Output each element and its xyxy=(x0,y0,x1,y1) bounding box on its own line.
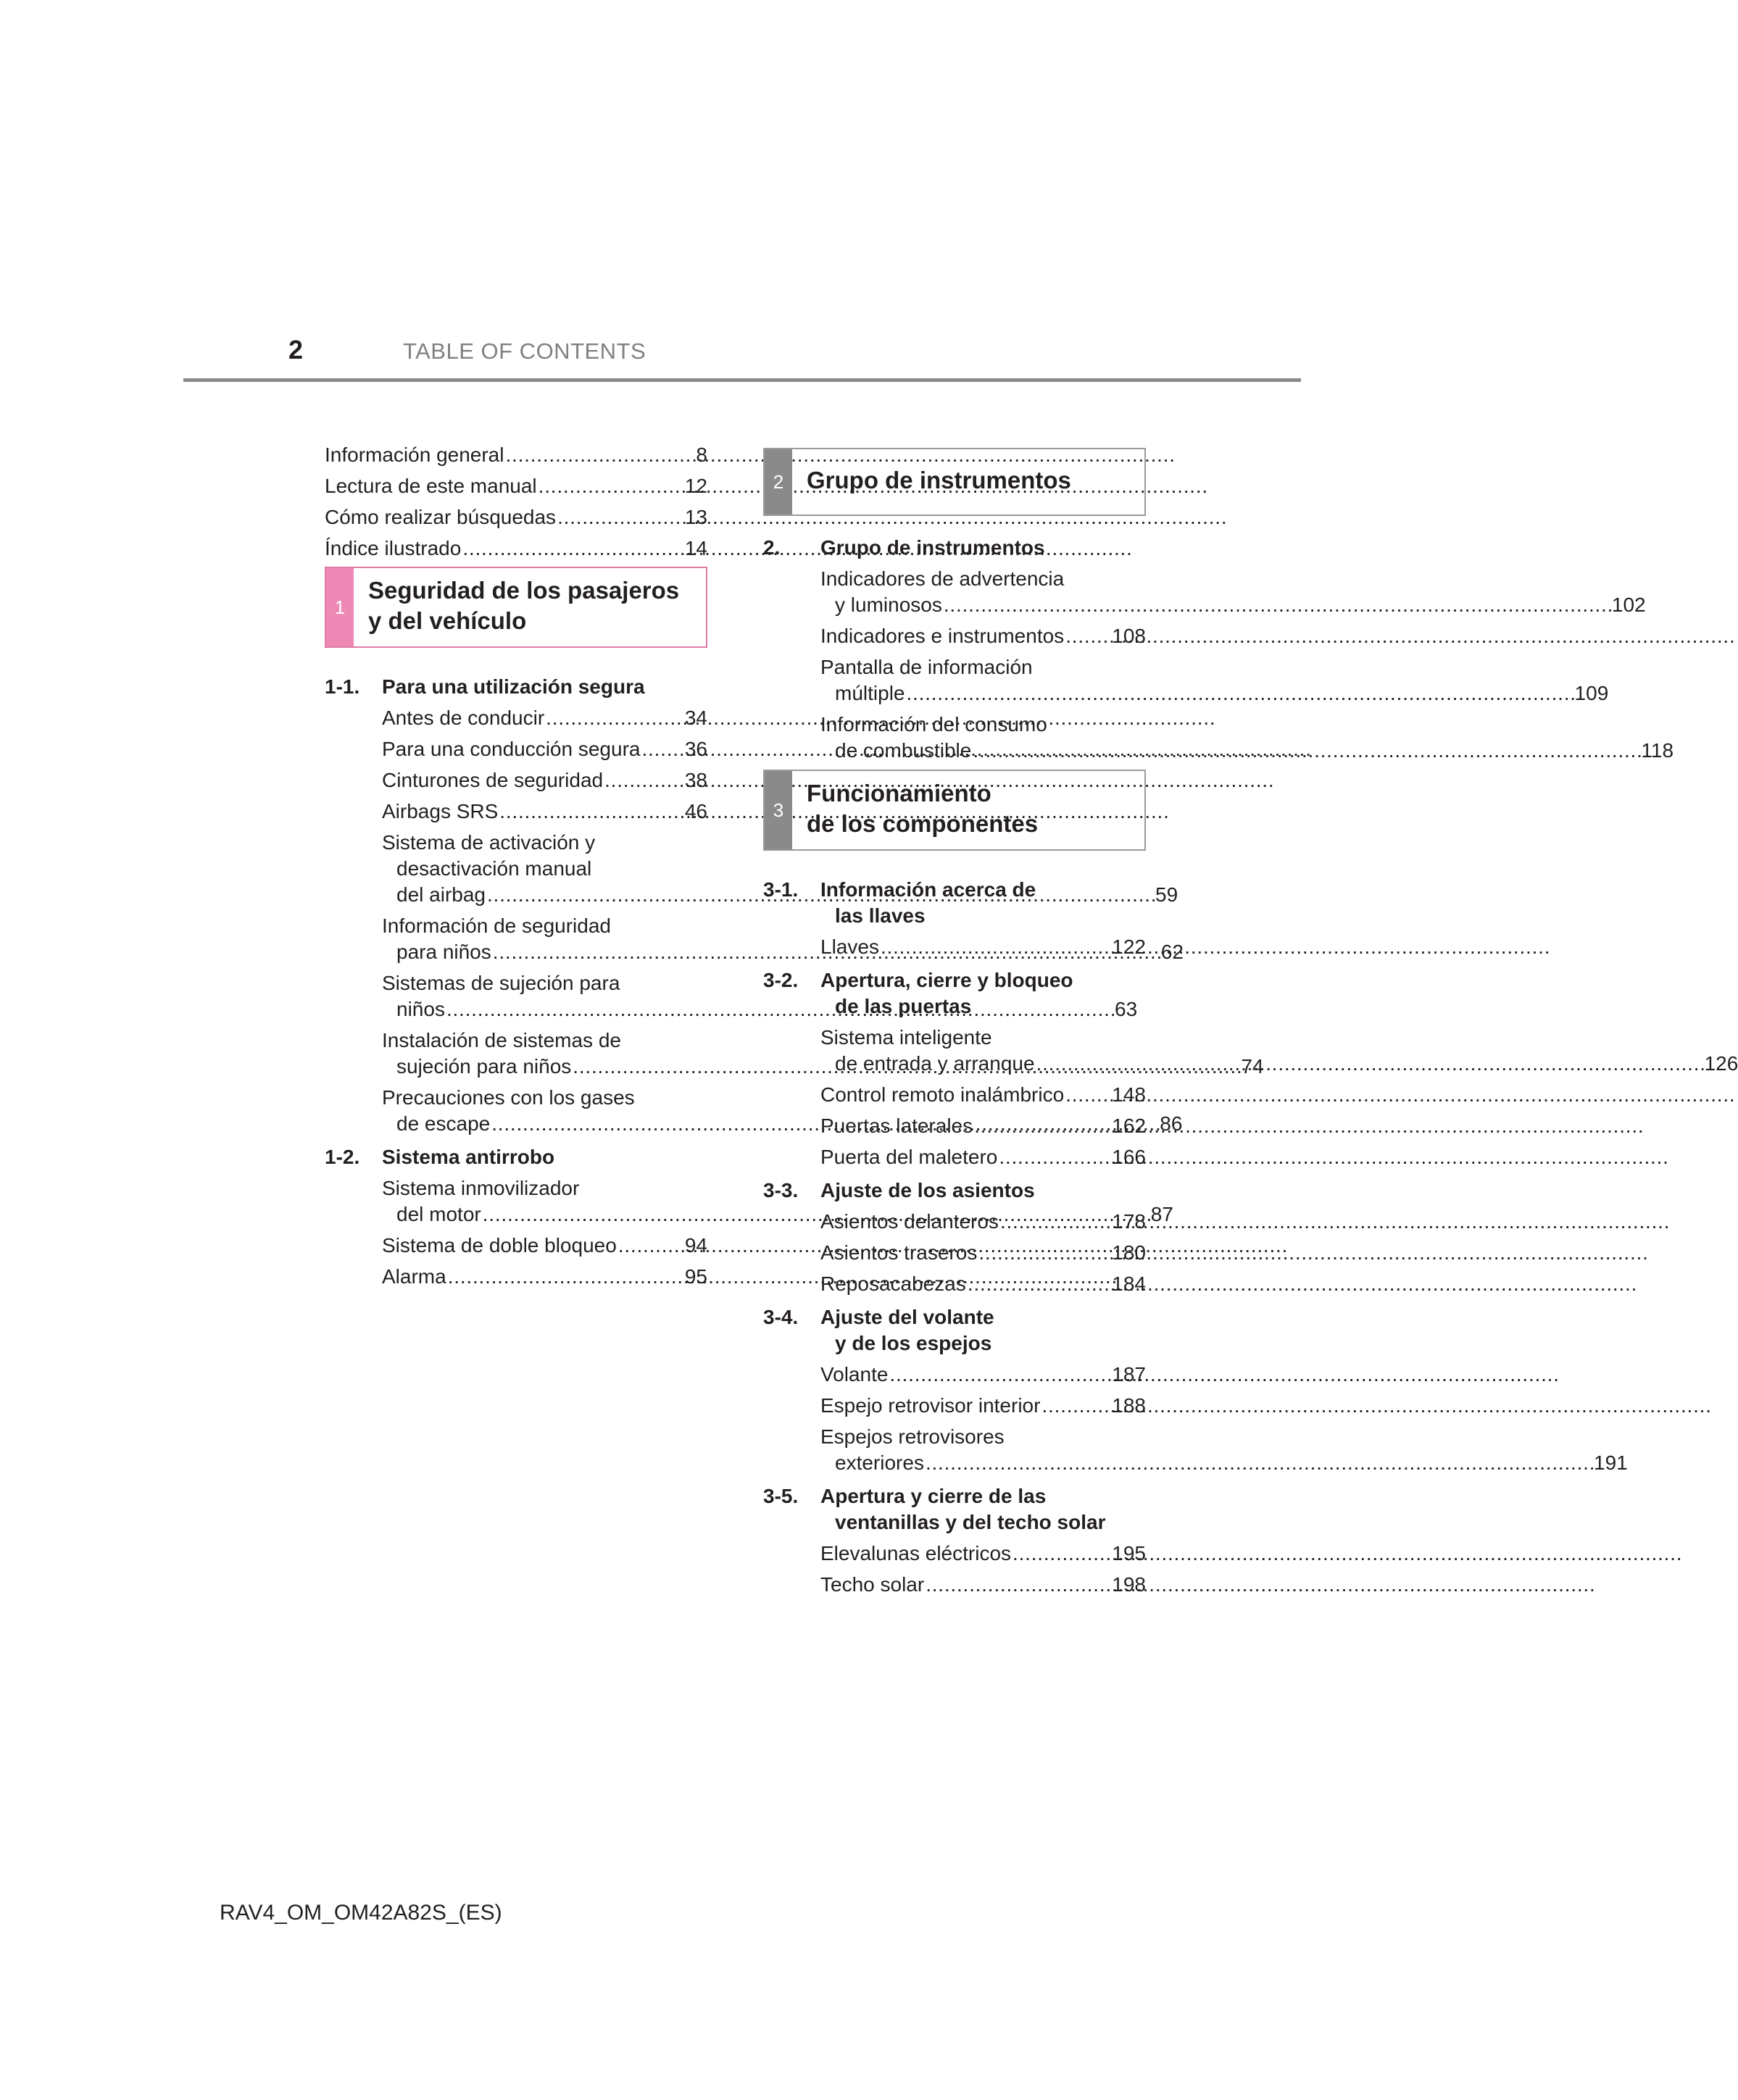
entry-line: Instalación de sistemas de xyxy=(382,1029,621,1051)
toc-entry[interactable] xyxy=(382,799,707,825)
section-number: 3-4. xyxy=(763,1306,799,1328)
page-number: 102 xyxy=(1611,593,1646,616)
toc-entry[interactable] xyxy=(820,1572,1146,1598)
toc-subitem[interactable] xyxy=(763,1572,1146,1598)
chapter-title-line: y del vehículo xyxy=(368,607,527,634)
toc-subitem[interactable] xyxy=(325,705,707,731)
section-number: 1-2. xyxy=(325,1146,360,1168)
toc-entry[interactable] xyxy=(820,1271,1146,1297)
toc-entry[interactable] xyxy=(820,934,1146,960)
toc-subitem[interactable] xyxy=(325,799,707,825)
entry-title: para niños xyxy=(396,941,491,963)
toc-entry[interactable] xyxy=(382,705,707,731)
page-number: 14 xyxy=(684,537,707,559)
page-number: 180 xyxy=(1112,1241,1146,1264)
header-title: TABLE OF CONTENTS xyxy=(403,338,646,364)
entry-title: Puerta del maletero xyxy=(820,1146,998,1168)
entry-title: Puertas laterales xyxy=(820,1114,973,1137)
toc-entry[interactable] xyxy=(382,1264,707,1290)
entry-line: Espejos retrovisores xyxy=(820,1425,1005,1448)
section-title: Para una utilización segura xyxy=(382,675,645,698)
page-number: 187 xyxy=(1112,1363,1146,1386)
page-number: 38 xyxy=(684,769,707,791)
section-title xyxy=(820,1178,1146,1204)
page-number: 108 xyxy=(1112,625,1146,647)
dot-leader xyxy=(539,473,683,499)
entry-title: Indicadores e instrumentos xyxy=(820,625,1065,647)
chapter-title xyxy=(792,449,1071,514)
entry-line: Información del consumo xyxy=(820,713,1047,736)
chapter-title-line: Grupo de instrumentos xyxy=(807,467,1071,493)
dot-leader xyxy=(944,593,1610,616)
page-number: 12 xyxy=(684,475,707,497)
page-number: 166 xyxy=(1112,1146,1146,1168)
page-number: 94 xyxy=(684,1234,707,1257)
dot-leader xyxy=(974,1113,1110,1139)
section-title xyxy=(820,967,1146,1020)
entry-title: Airbags SRS xyxy=(382,800,499,822)
entry-title: Información general xyxy=(325,443,504,466)
dot-leader xyxy=(968,1271,1110,1297)
dot-leader xyxy=(926,1572,1110,1598)
page-number: 36 xyxy=(684,738,707,760)
entry-line: Sistema inteligente xyxy=(820,1026,992,1049)
section-title-line: de las puertas xyxy=(835,995,972,1017)
page-number: 191 xyxy=(1594,1451,1628,1474)
section-heading[interactable] xyxy=(763,535,1146,561)
toc-entry[interactable] xyxy=(820,1113,1146,1139)
entry-title: niños xyxy=(396,998,445,1020)
section-title-line: Apertura, cierre y bloqueo xyxy=(820,969,1073,991)
toc-entry[interactable] xyxy=(325,442,707,468)
page-number: 198 xyxy=(1112,1573,1146,1596)
chapter-number-tab: 1 xyxy=(326,568,354,646)
dot-leader xyxy=(973,739,1639,762)
entry-title: exteriores xyxy=(835,1451,924,1474)
entry-title: Lectura de este manual xyxy=(325,475,537,497)
page-number: 184 xyxy=(1112,1272,1146,1295)
section-heading[interactable] xyxy=(763,877,1146,929)
page-number: 2 xyxy=(288,335,304,364)
section-heading[interactable] xyxy=(763,1178,1146,1204)
dot-leader xyxy=(1036,1052,1703,1075)
page-number: 148 xyxy=(1112,1083,1146,1106)
entry-line: Sistemas de sujeción para xyxy=(382,972,620,994)
toc-subitem[interactable] xyxy=(763,1240,1146,1266)
toc-subitem[interactable] xyxy=(325,1264,707,1290)
section-title xyxy=(820,1483,1146,1536)
section-title-line: las llaves xyxy=(835,904,926,927)
dot-leader xyxy=(1065,1082,1110,1108)
entry-line: Indicadores de advertencia xyxy=(820,567,1065,590)
section-number: 3-5. xyxy=(763,1485,799,1507)
dot-leader xyxy=(926,1451,1592,1474)
entry-title: Para una conducción segura xyxy=(382,738,641,760)
entry-title: Control remoto inalámbrico xyxy=(820,1083,1065,1106)
toc-subitem[interactable] xyxy=(763,566,1646,618)
toc-entry[interactable] xyxy=(382,1233,707,1259)
entry-line: Precauciones con los gases xyxy=(382,1086,635,1109)
section-heading[interactable] xyxy=(763,1483,1146,1536)
toc-entry[interactable] xyxy=(820,1240,1146,1266)
page-number: 62 xyxy=(1160,941,1184,963)
chapter-1-box[interactable] xyxy=(325,567,707,648)
page-number: 178 xyxy=(1112,1210,1146,1233)
dot-leader xyxy=(462,536,683,562)
entry-title: Alarma xyxy=(382,1265,446,1288)
entry-line: Sistema inmovilizador xyxy=(382,1177,580,1199)
page-number: 87 xyxy=(1150,1203,1173,1225)
page-number: 86 xyxy=(1160,1112,1183,1135)
dot-leader xyxy=(499,799,683,825)
toc-subitem[interactable] xyxy=(763,934,1146,960)
entry-title: Techo solar xyxy=(820,1573,925,1596)
header-rule xyxy=(183,378,1301,382)
section-title xyxy=(820,877,1146,929)
section-title-line: Apertura y cierre de las xyxy=(820,1485,1047,1507)
dot-leader xyxy=(604,767,683,793)
entry-title: Índice ilustrado xyxy=(325,537,462,559)
page-number: 59 xyxy=(1155,883,1178,906)
section-heading[interactable] xyxy=(325,674,707,700)
toc-subitem[interactable] xyxy=(763,623,1146,649)
toc-entry[interactable] xyxy=(820,1209,1146,1235)
chapter-number-tab: 3 xyxy=(765,771,792,849)
entry-title: Reposacabezas xyxy=(820,1272,966,1295)
toc-entry[interactable] xyxy=(820,623,1146,649)
section-title xyxy=(820,1304,1146,1357)
chapter-title xyxy=(354,568,679,646)
toc-subitem[interactable] xyxy=(763,1541,1146,1567)
toc-subitem[interactable] xyxy=(325,767,707,793)
dot-leader xyxy=(618,1233,683,1259)
toc-subitem[interactable] xyxy=(763,712,1674,764)
dot-leader xyxy=(978,1240,1110,1266)
toc-subitem[interactable] xyxy=(763,1082,1146,1108)
page-number: 63 xyxy=(1115,998,1138,1020)
entry-title: Sistema de doble bloqueo xyxy=(382,1234,617,1257)
section-number: 3-2. xyxy=(763,969,799,991)
toc-entry[interactable] xyxy=(325,473,707,499)
page-number: 109 xyxy=(1574,682,1609,704)
entry-title: del airbag xyxy=(396,883,486,906)
chapter-title-line: Seguridad de los pasajeros xyxy=(368,577,680,604)
entry-title: múltiple xyxy=(835,682,905,704)
entry-title: Espejo retrovisor interior xyxy=(820,1394,1041,1417)
toc-entry[interactable] xyxy=(325,536,707,562)
entry-title: Llaves xyxy=(820,936,879,958)
section-title-line: Ajuste del volante xyxy=(820,1306,994,1328)
entry-title: y luminosos xyxy=(835,593,942,616)
toc-subitem[interactable] xyxy=(325,736,707,762)
entry-title: de entrada y arranque xyxy=(835,1052,1035,1075)
entry-line: Información de seguridad xyxy=(382,914,611,937)
dot-leader xyxy=(906,682,1573,704)
page-number: 118 xyxy=(1641,739,1674,762)
toc-subitem[interactable] xyxy=(325,1233,707,1259)
page-number: 34 xyxy=(684,707,707,729)
entry-title: Cinturones de seguridad xyxy=(382,769,604,791)
dot-leader xyxy=(881,934,1110,960)
section-number: 3-1. xyxy=(763,878,799,901)
dot-leader xyxy=(889,1362,1110,1388)
toc-subitem[interactable] xyxy=(763,1113,1146,1139)
chapter-title-line: Funcionamiento xyxy=(807,780,991,807)
toc-entry[interactable] xyxy=(820,1082,1146,1108)
page-number: 188 xyxy=(1112,1394,1146,1417)
entry-line: desactivación manual xyxy=(396,857,592,880)
toc-entry[interactable] xyxy=(820,1393,1146,1419)
dot-leader xyxy=(557,504,683,530)
chapter-2-box[interactable] xyxy=(763,448,1146,516)
page-number: 13 xyxy=(684,506,707,528)
page-number: 162 xyxy=(1112,1114,1146,1137)
toc-entry[interactable] xyxy=(820,738,1674,764)
entry-title: Elevalunas eléctricos xyxy=(820,1542,1012,1564)
dot-leader xyxy=(546,705,683,731)
toc-entry[interactable] xyxy=(820,1362,1146,1388)
toc-subitem[interactable] xyxy=(763,1209,1146,1235)
toc-entry[interactable] xyxy=(820,1144,1146,1170)
toc-entry[interactable] xyxy=(382,767,707,793)
dot-leader xyxy=(1013,1541,1110,1567)
section-title: Grupo de instrumentos xyxy=(820,536,1045,559)
toc-subitem[interactable] xyxy=(763,1271,1146,1297)
toc-entry[interactable] xyxy=(382,736,707,762)
entry-title: del motor xyxy=(396,1203,481,1225)
dot-leader xyxy=(1000,1209,1110,1235)
toc-subitem[interactable] xyxy=(763,1393,1146,1419)
entry-title: Antes de conducir xyxy=(382,707,545,729)
footer-code: RAV4_OM_OM42A82S_(ES) xyxy=(220,1901,502,1925)
entry-line: Pantalla de información xyxy=(820,656,1033,678)
section-title: Sistema antirrobo xyxy=(382,1146,555,1168)
page-number: 195 xyxy=(1112,1542,1146,1564)
toc-subitem[interactable] xyxy=(763,654,1609,707)
section-number: 1-1. xyxy=(325,675,360,698)
page-number: 95 xyxy=(684,1265,707,1288)
section-title-line: Ajuste de los asientos xyxy=(820,1179,1035,1201)
page-number: 46 xyxy=(684,800,707,822)
dot-leader xyxy=(1065,623,1110,649)
section-title-line: Información acerca de xyxy=(820,878,1036,901)
section-number: 2. xyxy=(763,536,781,559)
toc-subitem[interactable] xyxy=(763,1362,1146,1388)
toc-entry[interactable] xyxy=(820,1541,1146,1567)
section-title-line: y de los espejos xyxy=(835,1332,992,1354)
entry-title: de escape xyxy=(396,1112,491,1135)
toc-subitem[interactable] xyxy=(763,1424,1628,1476)
toc-entry[interactable] xyxy=(820,680,1609,707)
entry-title: Volante xyxy=(820,1363,889,1386)
section-number: 3-3. xyxy=(763,1179,799,1201)
page-number: 74 xyxy=(1241,1055,1264,1078)
toc-entry[interactable] xyxy=(820,592,1646,618)
entry-title: Asientos traseros xyxy=(820,1241,978,1264)
entry-title: Asientos delanteros xyxy=(820,1210,999,1233)
dot-leader xyxy=(1041,1393,1110,1419)
chapter-number-tab: 2 xyxy=(765,449,792,514)
toc-subitem[interactable] xyxy=(763,1144,1146,1170)
chapter-3-box[interactable] xyxy=(763,770,1146,851)
page-number: 8 xyxy=(696,443,707,466)
entry-title: Cómo realizar búsquedas xyxy=(325,506,557,528)
chapter-title-line: de los componentes xyxy=(807,810,1039,837)
section-heading[interactable] xyxy=(763,967,1146,1020)
page-number: 122 xyxy=(1112,936,1146,958)
section-heading[interactable] xyxy=(325,1144,707,1170)
entry-title: de combustible xyxy=(835,739,972,762)
entry-line: Sistema de activación y xyxy=(382,831,596,854)
section-title-line: ventanillas y del techo solar xyxy=(835,1511,1106,1533)
dot-leader xyxy=(505,442,694,468)
page-number: 126 xyxy=(1704,1052,1738,1075)
toc-entry[interactable] xyxy=(325,504,707,530)
chapter-title xyxy=(792,771,1038,849)
entry-title: sujeción para niños xyxy=(396,1055,572,1078)
toc-entry[interactable] xyxy=(820,1450,1628,1476)
dot-leader xyxy=(999,1144,1110,1170)
section-heading[interactable] xyxy=(763,1304,1146,1357)
dot-leader xyxy=(641,736,683,762)
dot-leader xyxy=(448,1264,683,1290)
